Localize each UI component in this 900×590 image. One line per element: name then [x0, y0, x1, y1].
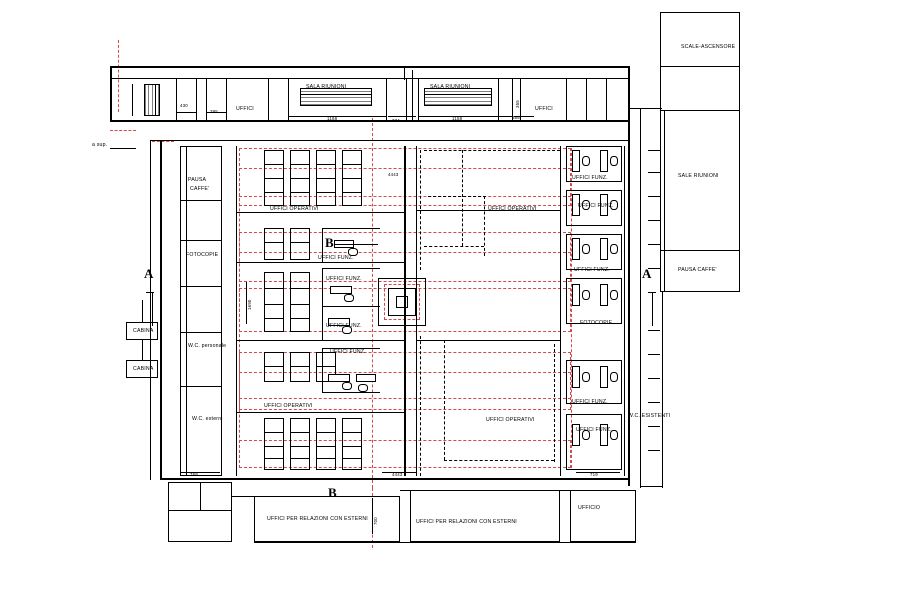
- desk-sub-2a: [264, 242, 284, 243]
- right-desk-4b: [600, 284, 608, 306]
- room-label-wc-esterni: W.C. esterni: [192, 416, 223, 422]
- partition-top-11: [498, 78, 499, 120]
- desk-sub-1j: [342, 164, 362, 165]
- room-label-uffici-funz-r3: UFFICI FUNZ.: [574, 267, 610, 273]
- overlay-guide-v4: [239, 148, 240, 468]
- circulation-dash-5: [462, 150, 463, 246]
- rw-tick-3: [648, 196, 660, 197]
- note-label-a-sup: a sup.: [92, 142, 108, 148]
- room-label-fotocopie-right: FOTOCOPIE: [580, 320, 613, 326]
- cabina-connect-2: [142, 340, 143, 360]
- room-label-uffici-operativi-4: UFFICI OPERATIVI: [486, 417, 535, 423]
- corridor-right-top: [630, 108, 662, 109]
- rw-tick-1: [648, 150, 660, 151]
- stair-edge-topleft: [132, 84, 133, 116]
- desk-sub-1d: [290, 164, 310, 165]
- dim-line-bottom-1: [180, 472, 220, 473]
- overlay-guide-h1: [110, 130, 136, 131]
- desk-sub-4a: [264, 366, 284, 367]
- section-A-right-tick: [648, 292, 656, 293]
- room-label-uffici-funz-4: UFFICI FUNZ.: [330, 349, 366, 355]
- desk-sub-1b: [264, 178, 284, 179]
- wall-top-segment-break: [404, 66, 405, 80]
- partition-top-9: [412, 70, 413, 120]
- circulation-dash-1: [420, 150, 421, 270]
- office-chair-3: [342, 382, 352, 390]
- dim-label-1168: 1168: [327, 116, 338, 121]
- right-wing-inner-wall: [664, 110, 665, 292]
- wall-right-main: [628, 66, 630, 486]
- room-label-uffici-operativi-3: UFFICI OPERATIVI: [264, 403, 313, 409]
- desk-sub-5f: [290, 458, 310, 459]
- dim-label-395: 395: [210, 109, 218, 114]
- desk-sub-2b: [290, 242, 310, 243]
- room-label-uffici-relazioni-2: UFFICI PER RELAZIONI CON ESTERNI: [416, 519, 517, 525]
- wall-right-outer: [640, 108, 641, 488]
- partition-top-2: [196, 78, 197, 120]
- overlay-guide-h2: [152, 141, 174, 142]
- bottom-wing-connect-3: [560, 490, 572, 491]
- circulation-dash-7: [428, 196, 486, 197]
- room-label-cabina-2: CABINA: [133, 366, 154, 372]
- right-desk-4: [572, 284, 580, 306]
- rw-tick-12: [648, 450, 660, 451]
- core-wall-v-4: [560, 146, 561, 476]
- desk-sub-3f: [290, 318, 310, 319]
- right-chair-4b: [610, 290, 618, 300]
- dim-label-769: 769: [190, 472, 198, 477]
- priv-part-1: [322, 268, 323, 340]
- partition-top-3: [206, 78, 207, 120]
- desk-sub-3a: [264, 288, 284, 289]
- room-label-uffici-relazioni-1: UFFICI PER RELAZIONI CON ESTERNI: [267, 516, 368, 522]
- desk-sub-5d: [290, 432, 310, 433]
- room-label-uffici-funz-r5: UFFICI FUNZ.: [576, 427, 612, 433]
- section-marker-B-lower: B: [328, 485, 337, 500]
- note-sup-leader: [110, 148, 136, 149]
- cabina-connect-1: [142, 300, 143, 322]
- desk-cluster-3a: [264, 272, 284, 332]
- desk-cluster-2a: [264, 228, 284, 260]
- rw-tick-7: [648, 330, 660, 331]
- right-wing-div-1: [660, 66, 740, 67]
- priv-part-5: [322, 348, 323, 392]
- dim-line-top-4: [388, 116, 416, 117]
- right-desk-1b: [600, 150, 608, 172]
- left-strip-inner: [186, 146, 187, 476]
- circulation-dash-8: [444, 340, 445, 460]
- room-label-uffici-operativi-1: UFFICI OPERATIVI: [270, 206, 319, 212]
- room-label-uffici-funz-r1: UFFICI FUNZ.: [572, 175, 608, 181]
- partition-top-14: [566, 78, 567, 120]
- section-A-left-line: [152, 292, 153, 326]
- section-A-right-line: [652, 292, 653, 326]
- wall-left-main: [160, 140, 162, 480]
- rw-tick-5: [648, 244, 660, 245]
- room-label-uffici-funz-3: UFFICI FUNZ.: [326, 323, 362, 329]
- room-label-pausa-caffe-left-line2: CAFFE': [190, 186, 210, 192]
- office-chair-1: [344, 294, 354, 302]
- room-label-sale-riunioni-right: SALE RIUNIONI: [678, 173, 719, 179]
- desk-sub-5b: [264, 446, 284, 447]
- wall-left-main-outer: [150, 140, 151, 480]
- room-label-cabina-1: CABINA: [133, 328, 154, 334]
- dim-line-b-v: [372, 498, 373, 534]
- desk-sub-1f: [290, 192, 310, 193]
- dim-label-1690: 1690: [247, 299, 252, 310]
- right-chair-1b: [610, 156, 618, 166]
- bottom-wing-base: [254, 542, 636, 543]
- room-label-uffici-top-left: UFFICI: [236, 106, 254, 112]
- circulation-dash-3: [424, 150, 560, 151]
- circulation-dash-9: [444, 460, 554, 461]
- bottom-left-div: [168, 510, 232, 511]
- circulation-dash-4: [424, 246, 484, 247]
- right-chair-1: [582, 156, 590, 166]
- room-label-ufficio-bottom-right: UFFICIO: [578, 505, 601, 511]
- office-desk-3: [328, 374, 350, 382]
- core-wall-h-4: [236, 412, 404, 413]
- dim-label-700: 700: [373, 517, 378, 525]
- section-B-lower-line: [338, 496, 382, 497]
- room-label-pausa-caffe-right: PAUSA CAFFE': [678, 267, 717, 273]
- uffici-relazioni-2-outline: [410, 490, 560, 542]
- section-marker-B-upper: B: [325, 235, 334, 250]
- desk-sub-5j: [342, 432, 362, 433]
- priv-part-2: [322, 268, 380, 269]
- room-label-uffici-operativi-2: UFFICI OPERATIVI: [488, 206, 537, 212]
- rw-tick-8: [648, 354, 660, 355]
- wall-top-of-core: [150, 140, 630, 141]
- desk-sub-1a: [264, 164, 284, 165]
- priv-part-7: [322, 228, 380, 229]
- corridor-right-edge: [662, 292, 663, 488]
- partition-top-16: [606, 78, 607, 120]
- core-wall-h-6: [416, 340, 560, 341]
- rw-tick-2: [648, 172, 660, 173]
- room-label-scale-ascensore: SCALE-ASCENSORE: [681, 44, 736, 50]
- desk-sub-5h: [316, 446, 336, 447]
- desk-sub-3b: [264, 304, 284, 305]
- circulation-dash-2: [420, 336, 421, 476]
- dim-label-374: 374: [392, 118, 400, 123]
- wall-top-outer: [110, 66, 630, 68]
- sala-riunioni-1-table: [300, 88, 372, 106]
- office-desk-4: [356, 374, 376, 382]
- right-desk-5b: [600, 366, 608, 388]
- corridor-right-bottom: [640, 486, 662, 487]
- desk-cluster-5d: [342, 418, 362, 470]
- desk-sub-1i: [316, 192, 336, 193]
- core-wall-v-5: [624, 146, 625, 476]
- dim-line-bottom-3: [576, 472, 620, 473]
- office-chair-4: [358, 384, 368, 392]
- rw-tick-9: [648, 378, 660, 379]
- desk-sub-5a: [264, 432, 284, 433]
- dim-label-355: 355: [515, 100, 520, 108]
- right-chair-3b: [610, 244, 618, 254]
- room-label-uffici-funz-r2: UFFICI FUNZ.: [578, 203, 614, 209]
- desk-sub-5e: [290, 446, 310, 447]
- partition-top-8: [406, 78, 407, 120]
- section-B-upper-line: [334, 244, 378, 245]
- rw-tick-11: [648, 426, 660, 427]
- right-chair-5: [582, 372, 590, 382]
- desk-cluster-3b: [290, 272, 310, 332]
- right-wing-div-2: [660, 110, 740, 111]
- ufficio-bottom-right-outline: [570, 490, 636, 542]
- desk-sub-1l: [342, 192, 362, 193]
- office-desk-1: [330, 286, 352, 294]
- desk-sub-5c: [264, 458, 284, 459]
- dim-label-4443-bottom: 4443: [392, 472, 403, 477]
- dim-line-top-1: [176, 112, 196, 113]
- dim-label-1158: 1158: [452, 116, 463, 121]
- dim-label-385: 385: [512, 115, 520, 120]
- core-wall-h-2: [236, 262, 404, 263]
- sala-riunioni-2-table: [424, 88, 492, 106]
- partition-top-7: [386, 78, 387, 120]
- priv-part-3: [322, 306, 380, 307]
- wall-bottom-main: [160, 478, 630, 480]
- partition-top-1: [176, 78, 177, 120]
- stair-hatch-topleft: [144, 84, 160, 116]
- desk-sub-5k: [342, 446, 362, 447]
- desk-cluster-5a: [264, 418, 284, 470]
- priv-part-6: [322, 392, 380, 393]
- partition-top-4: [226, 78, 227, 120]
- bottom-wing-connect-2: [400, 490, 412, 491]
- right-chair-4: [582, 290, 590, 300]
- desk-sub-1c: [264, 192, 284, 193]
- partition-top-12: [512, 78, 513, 120]
- desk-sub-3d: [290, 288, 310, 289]
- desk-sub-5g: [316, 432, 336, 433]
- circulation-dash-6: [484, 196, 485, 256]
- desk-sub-3e: [290, 304, 310, 305]
- overlay-guide-v1: [118, 40, 119, 112]
- desk-cluster-4b: [290, 352, 310, 382]
- room-label-wc-personale: W.C. personale: [188, 343, 227, 349]
- desk-sub-1h: [316, 178, 336, 179]
- room-label-uffici-funz-1: UFFICI FUNZ.: [318, 255, 354, 261]
- room-label-wc-esistenti: W.C. ESISTENTI: [628, 413, 671, 419]
- room-label-uffici-funz-r4: UFFICI FUNZ.: [572, 399, 608, 405]
- desk-sub-3c: [264, 318, 284, 319]
- wall-top-inner: [110, 78, 630, 79]
- desk-cluster-5b: [290, 418, 310, 470]
- core-wall-v-1: [236, 146, 237, 476]
- central-core-core: [396, 296, 408, 308]
- dim-label-430: 430: [180, 103, 188, 108]
- desk-sub-4c: [316, 366, 336, 367]
- desk-cluster-4a: [264, 352, 284, 382]
- rw-tick-4: [648, 220, 660, 221]
- desk-sub-1e: [290, 178, 310, 179]
- dim-label-4443-top: 4443: [388, 172, 399, 177]
- room-label-pausa-caffe-left-line1: PAUSA: [188, 177, 207, 183]
- wall-top-band-bottom: [110, 120, 630, 122]
- desk-sub-5i: [316, 458, 336, 459]
- right-wing-div-3: [660, 250, 740, 251]
- partition-top-6: [288, 78, 289, 120]
- room-label-sala-riunioni-2: SALA RIUNIONI: [430, 84, 471, 90]
- section-A-left-tick: [146, 292, 154, 293]
- bottom-wing-connect-1: [232, 496, 256, 497]
- right-desk-1: [572, 150, 580, 172]
- rw-tick-10: [648, 402, 660, 403]
- right-desk-3: [572, 238, 580, 260]
- wall-left-outer: [110, 66, 112, 122]
- room-label-uffici-funz-2: UFFICI FUNZ.: [326, 276, 362, 282]
- desk-sub-4b: [290, 366, 310, 367]
- right-chair-3: [582, 244, 590, 254]
- room-label-uffici-top-right: UFFICI: [535, 106, 553, 112]
- core-wall-h-1: [236, 212, 404, 213]
- circulation-dash-10: [554, 344, 555, 462]
- desk-cluster-2b: [290, 228, 310, 260]
- room-label-sala-riunioni-1: SALA RIUNIONI: [306, 84, 347, 90]
- section-marker-A-left: A: [144, 266, 154, 281]
- desk-cluster-5c: [316, 418, 336, 470]
- partition-top-13: [520, 78, 521, 120]
- partition-top-15: [586, 78, 587, 120]
- section-marker-A-right: A: [642, 266, 652, 281]
- right-desk-3b: [600, 238, 608, 260]
- partition-top-5: [268, 78, 269, 120]
- partition-top-10: [418, 78, 419, 120]
- bottom-left-div-v: [200, 482, 201, 510]
- dim-line-top-5: [418, 116, 512, 117]
- desk-sub-1g: [316, 164, 336, 165]
- right-chair-5b: [610, 372, 618, 382]
- core-wall-h-3: [236, 340, 404, 341]
- desk-sub-5l: [342, 458, 362, 459]
- dim-label-719: 719: [590, 472, 598, 477]
- right-desk-5: [572, 366, 580, 388]
- desk-sub-1k: [342, 178, 362, 179]
- room-label-fotocopie-left: FOTOCOPIE: [186, 252, 219, 258]
